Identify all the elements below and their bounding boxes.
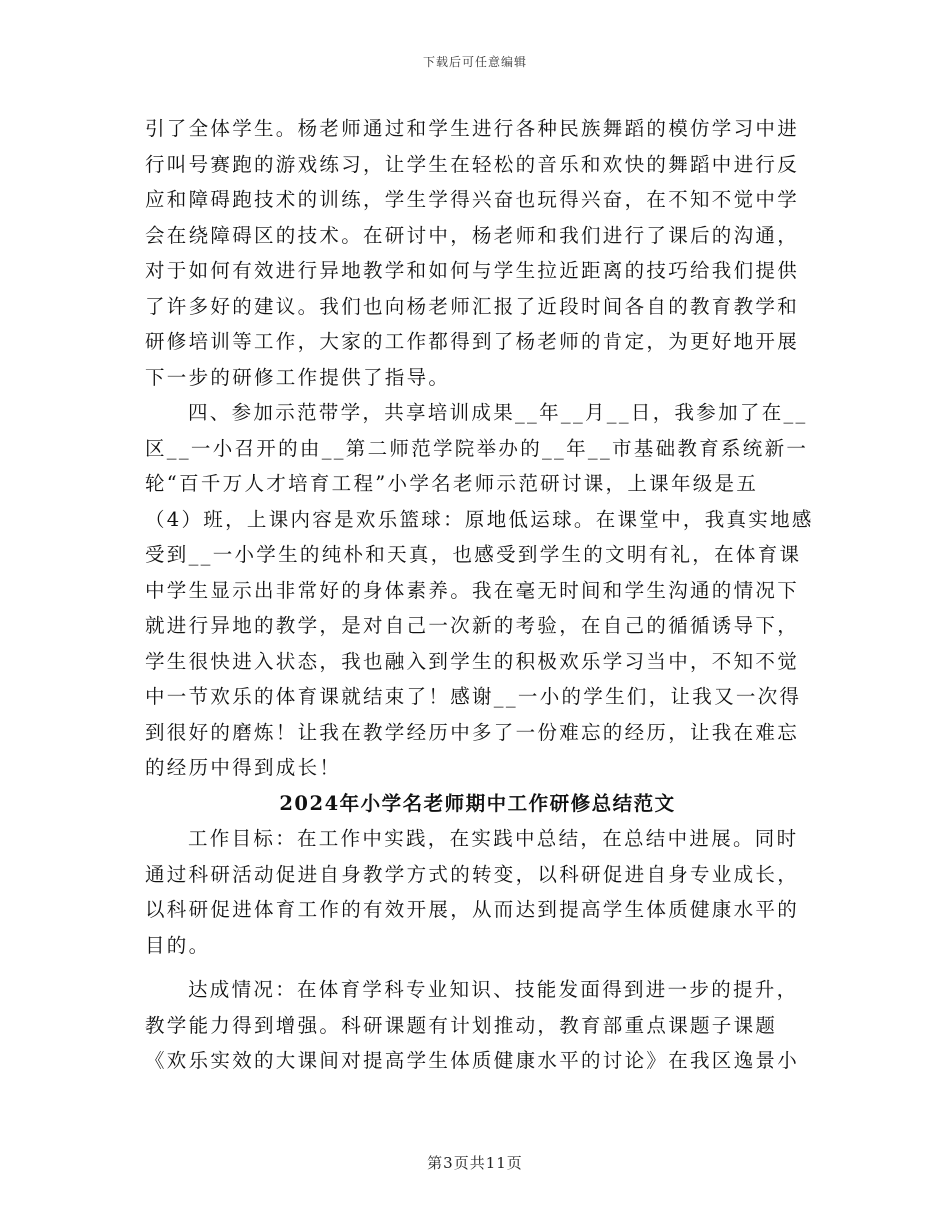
paragraph-2-line: 就进行异地的教学，是对自己一次新的考验，在自己的循循诱导下， [145,614,800,637]
paragraph-1-line: 行叫号赛跑的游戏练习，让学生在轻松的音乐和欢快的舞蹈中进行反 [145,152,800,176]
section-title: 2024年小学名老师期中工作研修总结范文 [279,791,676,815]
page-number: 第3页共11页 [427,1154,523,1172]
paragraph-2-line: 的经历中得到成长！ [145,756,342,779]
paragraph-2-line: 学生很快进入状态，我也融入到学生的积极欢乐学习当中，不知不觉 [145,649,800,673]
paragraph-4-line: 《欢乐实效的大课间对提高学生体质健康水平的讨论》在我区逸景小 [145,1049,800,1072]
paragraph-2-line: 四、参加示范带学，共享培训成果__年__月__日，我参加了在__ [188,401,808,424]
paragraph-2-line: 中学生显示出非常好的身体素养。我在毫无时间和学生沟通的情况下 [145,578,800,602]
paragraph-4-line: 教学能力得到增强。科研课题有计划推动，教育部重点课题子课题 [145,1013,778,1037]
document-body [145,111,814,1079]
paragraph-1-line: 会在绕障碍区的技术。在研讨中，杨老师和我们进行了课后的沟通， [145,223,800,247]
paragraph-2-line: 轮“百千万人才培育工程”小学名老师示范研讨课，上课年级是五 [145,472,759,495]
paragraph-1-line: 应和障碍跑技术的训练，学生学得兴奋也玩得兴奋，在不知不觉中学 [145,188,800,211]
paragraph-1-line: 对于如何有效进行异地教学和如何与学生拉近距离的技巧给我们提供 [145,259,800,282]
paragraph-3-line: 通过科研活动促进自身教学方式的转变，以科研促进自身专业成长， [145,862,800,886]
paragraph-2-line: （4）班，上课内容是欢乐篮球：原地低运球。在课堂中，我真实地感 [145,507,814,531]
paragraph-2-line: 到很好的磨炼！让我在教学经历中多了一份难忘的经历，让我在难忘 [145,720,800,744]
paragraph-1-line: 引了全体学生。杨老师通过和学生进行各种民族舞蹈的模仿学习中进 [145,117,800,140]
paragraph-2-line: 区__一小召开的由__第二师范学院举办的__年__市基础教育系统新一 [145,436,809,460]
paragraph-3-line: 以科研促进体育工作的有效开展，从而达到提高学生体质健康水平的 [145,898,800,921]
paragraph-spacer [145,963,810,972]
paragraph-2-line: 中一节欢乐的体育课就结束了！感谢__一小的学生们，让我又一次得 [145,685,802,708]
paragraph-4-line: 达成情况：在体育学科专业知识、技能发面得到进一步的提升， [188,978,799,1001]
paragraph-1-line: 下一步的研修工作提供了指导。 [145,365,451,389]
paragraph-2-line: 受到__一小学生的纯朴和天真，也感受到学生的文明有礼，在体育课 [145,543,802,566]
paragraph-1-line: 了许多好的建议。我们也向杨老师汇报了近段时间各自的教育教学和 [145,294,800,318]
paragraph-3-line: 工作目标：在工作中实践，在实践中总结，在总结中进展。同时 [188,827,799,850]
page-header: 下载后可任意编辑 [422,55,527,69]
paragraph-3-line: 目的。 [145,933,211,957]
paragraph-1-line: 研修培训等工作，大家的工作都得到了杨老师的肯定，为更好地开展 [145,330,800,353]
